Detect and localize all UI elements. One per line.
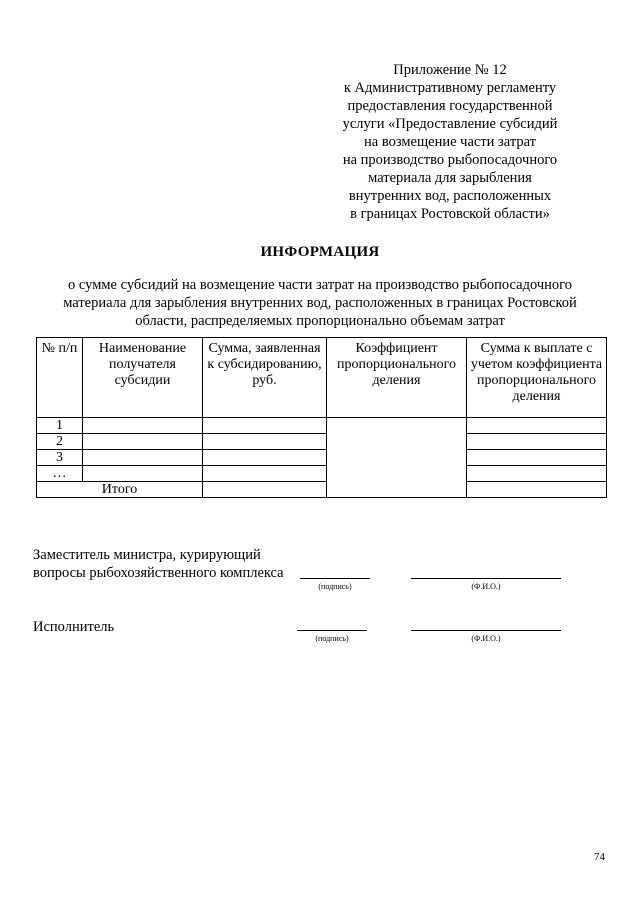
deputy-signature-label	[33, 546, 284, 582]
table-row	[37, 450, 607, 466]
payout-cell	[467, 418, 607, 434]
header-coefficient: Коэффициент пропорционального деления	[327, 338, 467, 418]
appendix-line: к Административному регламенту	[343, 80, 557, 96]
executor-label: Исполнитель	[33, 619, 115, 635]
deputy-signature-caption: (подпись)	[318, 582, 352, 591]
subsidy-table	[36, 337, 607, 498]
payout-cell	[467, 450, 607, 466]
appendix-line: на производство рыбопосадочного	[342, 152, 558, 168]
payout-cell	[467, 434, 607, 450]
total-payout-cell	[467, 482, 607, 498]
appendix-line: внутренних вод, расположенных	[348, 188, 552, 204]
row-number: 1	[37, 418, 83, 434]
recipient-cell	[83, 450, 203, 466]
header-claimed-sum: Сумма, заявленная к субсидированию, руб.	[203, 338, 327, 418]
executor-signature-line[interactable]	[297, 630, 367, 631]
recipient-cell	[83, 418, 203, 434]
header-payout-sum: Сумма к выплате с учетом коэффициента пропорционального деления	[467, 338, 607, 418]
deputy-signature-line[interactable]	[300, 578, 370, 579]
document-title: ИНФОРМАЦИЯ	[260, 244, 380, 260]
coefficient-cell	[327, 418, 467, 498]
claimed-sum-cell	[203, 418, 327, 434]
table-row	[37, 434, 607, 450]
header-recipient: Наименование получателя субсидии	[83, 338, 203, 418]
appendix-line: на возмещение части затрат	[364, 134, 536, 150]
claimed-sum-cell	[203, 450, 327, 466]
document-subtitle	[30, 276, 610, 330]
row-number: 3	[37, 450, 83, 466]
appendix-line: материала для зарыбления	[368, 170, 532, 186]
subtitle-line: материала для зарыбления внутренних вод, расположенных в границах Ростовской	[63, 295, 577, 311]
deputy-line: вопросы рыбохозяйственного комплекса	[33, 565, 284, 581]
executor-signature-caption: (подпись)	[315, 634, 349, 643]
executor-name-caption: (Ф.И.О.)	[471, 634, 501, 643]
appendix-header	[330, 61, 570, 223]
header-number: № п/п	[37, 338, 83, 418]
table-total-row	[37, 482, 607, 498]
table-header-row	[37, 338, 607, 418]
appendix-line: услуги «Предоставление субсидий	[342, 116, 558, 132]
deputy-name-line[interactable]	[411, 578, 561, 579]
deputy-name-caption: (Ф.И.О.)	[471, 582, 501, 591]
claimed-sum-cell	[203, 434, 327, 450]
subtitle-line: о сумме субсидий на возмещение части затрат на производство рыбопосадочного	[68, 277, 572, 293]
appendix-line: Приложение № 12	[393, 62, 507, 78]
row-number: …	[37, 466, 83, 482]
row-number: 2	[37, 434, 83, 450]
table-row	[37, 418, 607, 434]
appendix-line: предоставления государственной	[347, 98, 553, 114]
claimed-sum-cell	[203, 466, 327, 482]
subtitle-line: области, распределяемых пропорционально объемам затрат	[135, 313, 505, 329]
appendix-line: в границах Ростовской области»	[350, 206, 550, 222]
total-claimed-cell	[203, 482, 327, 498]
table-row	[37, 466, 607, 482]
executor-name-line[interactable]	[411, 630, 561, 631]
page-number: 74	[594, 851, 605, 863]
payout-cell	[467, 466, 607, 482]
recipient-cell	[83, 466, 203, 482]
recipient-cell	[83, 434, 203, 450]
deputy-line: Заместитель министра, курирующий	[33, 547, 261, 563]
total-label: Итого	[37, 482, 203, 498]
